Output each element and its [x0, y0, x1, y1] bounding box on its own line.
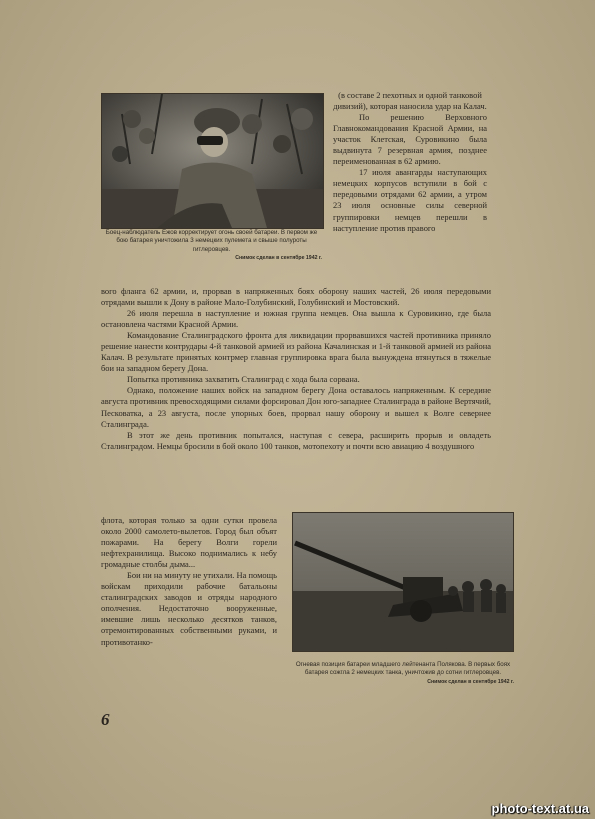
paragraph: Командование Сталинградского фронта для ликвидации прорвавшихся частей противника приняло решение нанести контрудары 4-й танковой армией из района Качалинская и 1-й танковой армией из района Калач. В результате принятых контрмер главная группировка врага была вынуждена втянуться в тяжелые бои на западном берегу Дона.: [101, 330, 491, 374]
photo-credit: Снимок сделан в сентябре 1942 г.: [427, 678, 514, 685]
paragraph: Однако, положение наших войск на западном берегу Дона оставалось напряженным. К середине августа противник превосходящими силами форсировал Дон юго-западнее Сталинграда в районе Вертячий, Песковатка, а 23 августа, после упорных боев, прорвал нашу оборону и вышел к Волге севернее Сталинграда.: [101, 385, 491, 429]
paragraph: флота, которая только за одни сутки провела около 2000 самолето-вылетов. Город был объят пожарами. На берегу Волги горели нефтехранилища. Высоко поднимались к небу громадные столбы дыма...: [101, 515, 277, 570]
watermark: photo-text.at.ua: [491, 801, 589, 816]
paragraph: Попытка противника захватить Сталинград с хода была сорвана.: [127, 374, 360, 385]
right-column-text: [333, 90, 487, 234]
paragraph: 26 июля перешла в наступление и южная группа немцев. Она вышла к Суровикино, где была остановлена частями Красной Армии.: [101, 308, 491, 330]
caption-text: Огневая позиция батареи младшего лейтенанта Полякова. В первых боях батарея сожгла 2 немецких танка, уничтожив до сотни гитлеровцев.: [295, 661, 511, 677]
paragraph: 17 июля авангарды наступающих немецких корпусов вступили в бой с передовыми отрядами 62 армии, а утром 23 июля основные силы северной группировки немцев перешли в наступление против правого: [333, 167, 487, 233]
page-number: 6: [101, 710, 110, 729]
caption-text: Боец-наблюдатель Ежов корректирует огонь своей батареи. В первом же бою батарея уничтожила 3 немецких пулемета и свыше полуроты гитлеровцев.: [105, 229, 318, 253]
main-text: [101, 286, 491, 452]
photo-artillery-caption: [292, 661, 514, 686]
paragraph: По решению Верховного Главнокомандования Красной Армии, на участок Клетская, Суровикино была выдвинута 7 резервная армия, позднее переименованная в 62 армию.: [333, 112, 487, 167]
left-lower-text: [101, 515, 277, 648]
paragraph: Бои ни на минуту не утихали. На помощь войскам приходили рабочие батальоны сталинградских заводов и отряды народного ополчения. Недостаточно вооруженные, имевшие лишь несколько десятков танков, отремонтированных собственными руками, и противотанко-: [101, 570, 277, 647]
photo-artillery: [292, 512, 514, 652]
paragraph: (в составе 2 пехотных и одной танковой дивизий), которая наносила удар на Калач.: [333, 90, 487, 112]
photo-observer-caption: [101, 229, 322, 263]
photo-credit: Снимок сделан в сентябре 1942 г.: [235, 255, 322, 262]
photo-observer: [101, 93, 324, 229]
paragraph: вого фланга 62 армии, и, прорвав в напряженных боях оборону наших частей, 26 июля передовыми отрядами вышли к Дону в районе Мало-Голубинский, Голубинский и Мостовский.: [101, 286, 491, 308]
paragraph: В этот же день противник попытался, наступая с севера, расширить прорыв и овладеть Сталинградом. Немцы бросили в бой около 100 танков, мотопехоту и почти всю авиацию 4 воздушного: [101, 429, 491, 451]
